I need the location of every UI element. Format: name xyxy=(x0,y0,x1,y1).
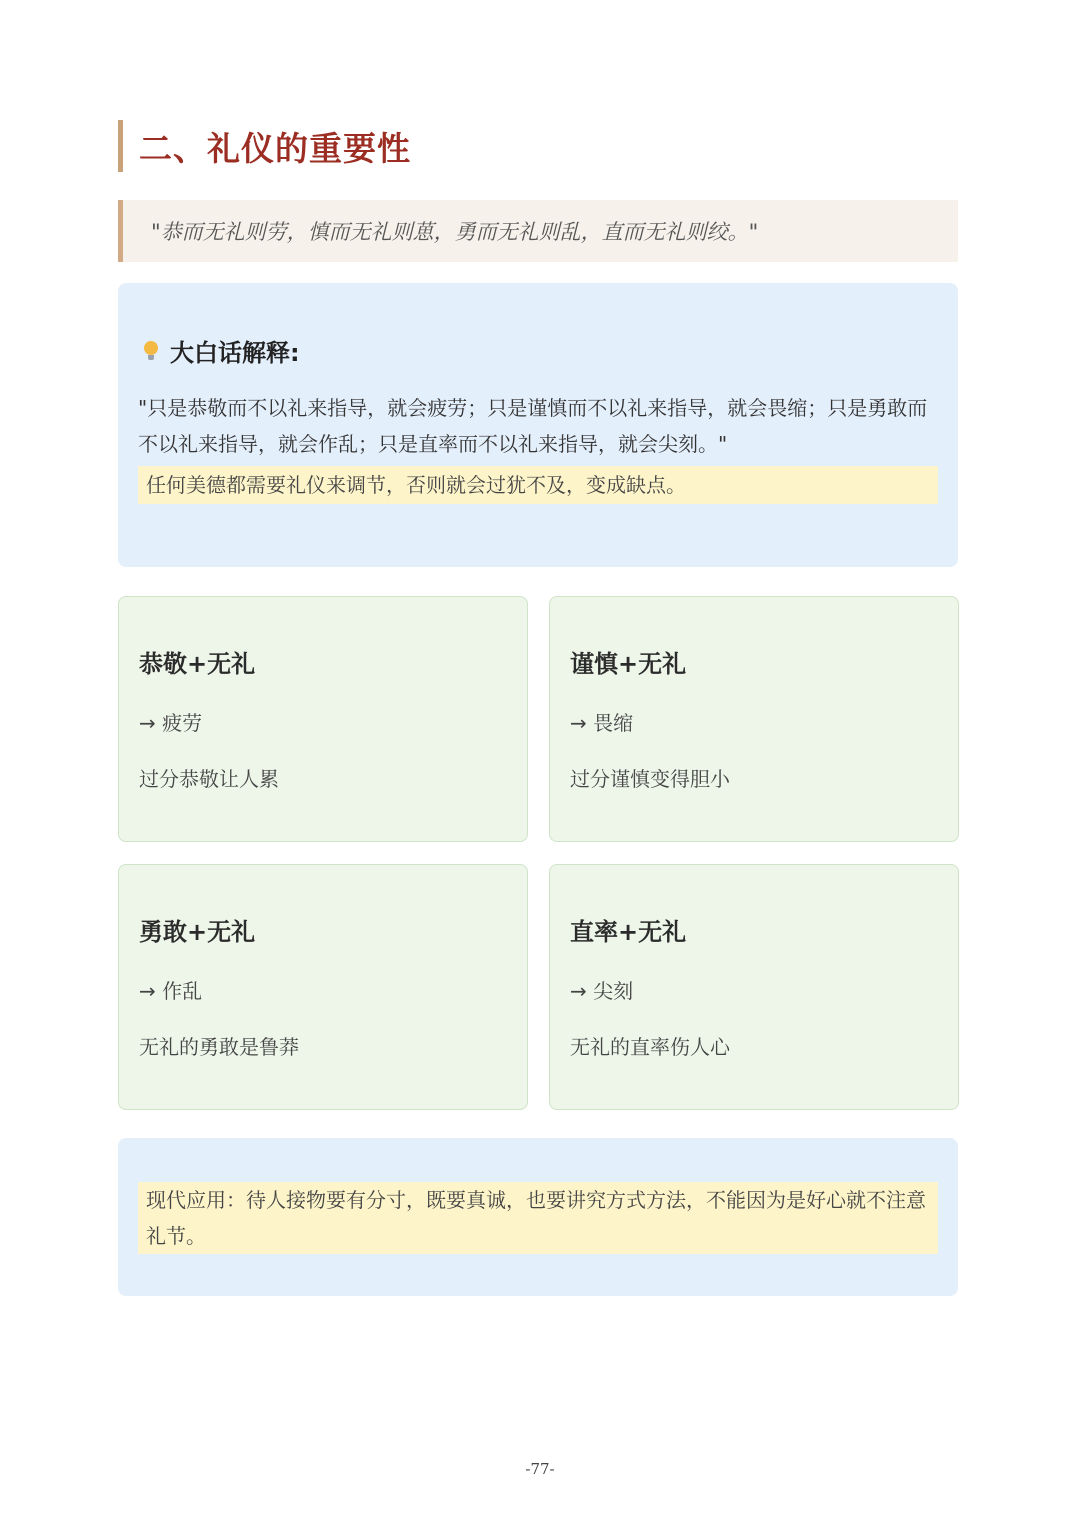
card-result: → 疲劳 xyxy=(139,711,203,735)
card-result: → 作乱 xyxy=(139,979,203,1003)
lightbulb-icon xyxy=(144,341,158,361)
page-number: -77- xyxy=(525,1460,555,1478)
card-description: 无礼的直率伤人心 xyxy=(570,1035,730,1059)
card-caution xyxy=(549,596,959,842)
explanation-box xyxy=(118,283,958,567)
card-result: → 尖刻 xyxy=(570,979,634,1003)
card-description: 过分谨慎变得胆小 xyxy=(570,767,730,791)
section-heading xyxy=(118,120,411,172)
card-title: 直率+无礼 xyxy=(570,918,687,946)
card-result: → 畏缩 xyxy=(570,711,634,735)
explanation-header xyxy=(138,333,938,368)
card-title: 恭敬+无礼 xyxy=(139,650,256,678)
classical-quote: "恭而无礼则劳，慎而无礼则葸，勇而无礼则乱，直而无礼则绞。" xyxy=(118,200,958,262)
section-title: 二、礼仪的重要性 xyxy=(139,128,411,168)
modern-application-box xyxy=(118,1138,958,1296)
card-description: 过分恭敬让人累 xyxy=(139,767,279,791)
card-respect xyxy=(118,596,528,842)
card-description: 无礼的勇敢是鲁莽 xyxy=(139,1035,299,1059)
modern-application-text: 现代应用：待人接物要有分寸，既要真诚，也要讲究方式方法，不能因为是好心就不注意礼节。 xyxy=(138,1182,938,1254)
explanation-text: "只是恭敬而不以礼来指导，就会疲劳；只是谨慎而不以礼来指导，就会畏缩；只是勇敢而不以礼来指导，就会作乱；只是直率而不以礼来指导，就会尖刻。" xyxy=(138,396,928,456)
explanation-title: 大白话解释: xyxy=(170,339,300,367)
card-courage xyxy=(118,864,528,1110)
card-title: 谨慎+无礼 xyxy=(570,650,687,678)
explanation-highlight: 任何美德都需要礼仪来调节，否则就会过犹不及，变成缺点。 xyxy=(138,466,938,504)
card-title: 勇敢+无礼 xyxy=(139,918,256,946)
card-frankness xyxy=(549,864,959,1110)
